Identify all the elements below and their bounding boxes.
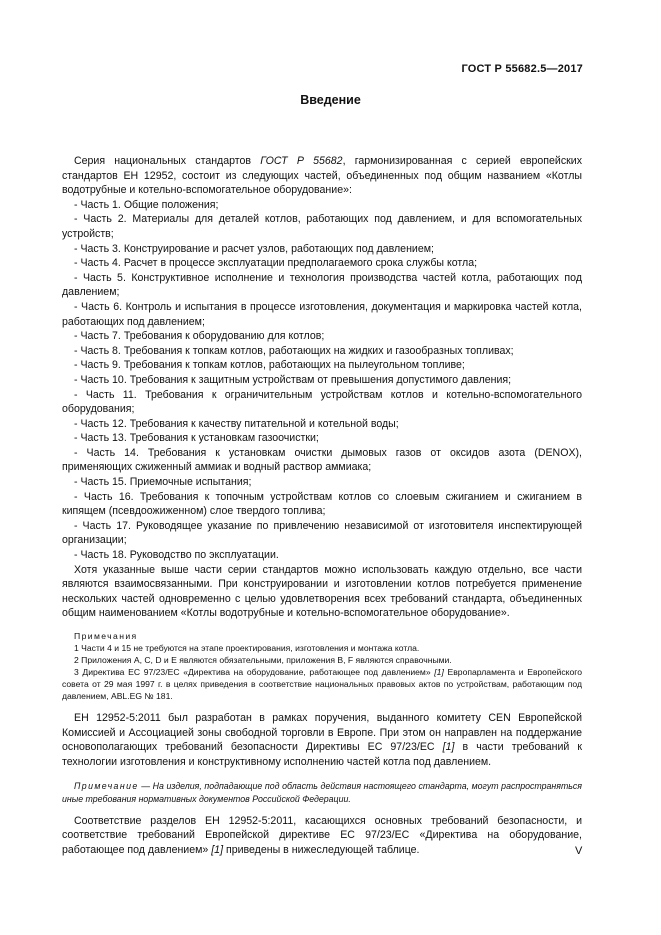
notes-block	[62, 630, 582, 702]
list-item: - Часть 1. Общие положения;	[74, 198, 219, 211]
reference-marker: [1]	[434, 667, 444, 677]
note3-text-a: 3 Директива ЕС 97/23/ЕС «Директива на оборудование, работающее под давлением»	[74, 667, 435, 677]
interrelation-paragraph: Хотя указанные выше части серии стандартов можно использовать каждую отдельно, все части являются взаимосвязанными. При конструировании и изготовлении котлов потребуется применение нескольких частей одновременно с целью удовлетворения всех требований стандарта, объединенных общим наименованием «Котлы водотрубные и котельно-вспомогательное оборудование».	[62, 563, 582, 620]
document-body	[62, 154, 582, 858]
list-item: - Часть 15. Приемочные испытания;	[74, 476, 252, 489]
dev-text-a: ЕН 12952-5:2011 был разработан в рамках поручения, выданного комитету CEN Европейской Комиссией и Ассоциацией зоны свободной торговли в Европе. При этом он направлен на поддержание основополагающих требований безопасности Директивы ЕС 97/23/ЕС	[62, 712, 582, 754]
compliance-text-a: Соответствие разделов ЕН 12952-5:2011, касающихся основных требований безопасности, и соответствие требований Европейской директиве ЕС 97/23/ЕС «Директива на оборудование, работающее под давлением»	[62, 814, 582, 856]
list-item: - Часть 13. Требования к установкам газоочистки;	[74, 432, 319, 445]
list-item: - Часть 16. Требования к топочным устройствам котлов со слоевым сжиганием и сжиганием в кипящем (псевдоожиженном) слое твердого топлива;	[62, 490, 582, 518]
notes-heading: Примечания	[74, 631, 138, 641]
reference-marker: [1]	[442, 741, 455, 754]
reference-marker: [1]	[211, 843, 224, 856]
list-item: - Часть 5. Конструктивное исполнение и технология производства частей котла, работающих под давлением;	[62, 271, 582, 299]
standard-series-name: ГОСТ Р 55682	[260, 155, 343, 167]
dev-text-b: в части требований к технологии изготовления и конструктивному исполнению частей котла под давлением.	[62, 741, 583, 768]
compliance-text-b: приведены в нижеследующей таблице.	[223, 843, 420, 856]
list-item: - Часть 8. Требования к топкам котлов, работающих на жидких и газообразных топливах;	[74, 344, 514, 357]
document-number: ГОСТ Р 55682.5—2017	[461, 63, 583, 75]
compliance-paragraph	[62, 814, 582, 858]
note-item: 2 Приложения A, C, D и E являются обязательными, приложения B, F являются справочными.	[74, 655, 452, 665]
page-number: V	[575, 845, 583, 857]
intro-text-a: Серия национальных стандартов	[74, 155, 261, 167]
list-item: - Часть 7. Требования к оборудованию для котлов;	[74, 330, 325, 343]
development-paragraph	[62, 711, 582, 769]
list-item: - Часть 9. Требования к топкам котлов, работающих на пылеугольном топливе;	[74, 359, 465, 372]
list-item: - Часть 11. Требования к ограничительным устройствам котлов и котельно-вспомогательного оборудования;	[62, 388, 582, 416]
note-label: Примечание	[74, 781, 139, 792]
list-item: - Часть 12. Требования к качеству питательной и котельной воды;	[74, 417, 399, 430]
list-item: - Часть 3. Конструирование и расчет узлов, работающих под давлением;	[74, 242, 434, 255]
list-item: - Часть 10. Требования к защитным устройствам от превышения допустимого давления;	[74, 373, 512, 386]
intro-paragraph	[62, 154, 582, 198]
list-item: - Часть 14. Требования к установкам очистки дымовых газов от оксидов азота (DENOX), применяющих сжиженный аммиак и водный раствор аммиака;	[62, 446, 582, 474]
page-title: Введение	[300, 93, 361, 107]
intro-text-b: , гармонизированная с серией европейских стандартов ЕН 12952, состоит из следующих частей, объединенных под общим названием «Котлы водотрубные и котельно-вспомогательное оборудование»:	[62, 155, 582, 197]
list-item: - Часть 4. Расчет в процессе эксплуатации предполагаемого срока службы котла;	[74, 257, 478, 270]
list-item: - Часть 17. Руководящее указание по привлечению независимой от изготовителя инспектирующей организации;	[62, 519, 582, 547]
list-item: - Часть 6. Контроль и испытания в процессе изготовления, документация и маркировка частей котла, работающих под давлением;	[62, 300, 582, 328]
note-item: 1 Части 4 и 15 не требуются на этапе проектирования, изготовления и монтажа котла.	[74, 643, 420, 653]
list-item: - Часть 2. Материалы для деталей котлов, работающих под давлением, и для вспомогательных устройств;	[62, 213, 582, 240]
standalone-note	[62, 780, 582, 804]
list-item: - Часть 18. Руководство по эксплуатации.	[74, 549, 279, 562]
note3-text-b: Европарламента и Европейского совета от 29 мая 1997 г. в целях приведения в соответствие национальных правовых актов по устройствам, работающим под давлением, ABL.EG № 181.	[62, 667, 582, 701]
note-text: — На изделия, подпадающие под область действия настоящего стандарта, могут распространяться иные требования нормативных документов Российской Федерации.	[62, 781, 582, 804]
note-item	[62, 666, 582, 702]
